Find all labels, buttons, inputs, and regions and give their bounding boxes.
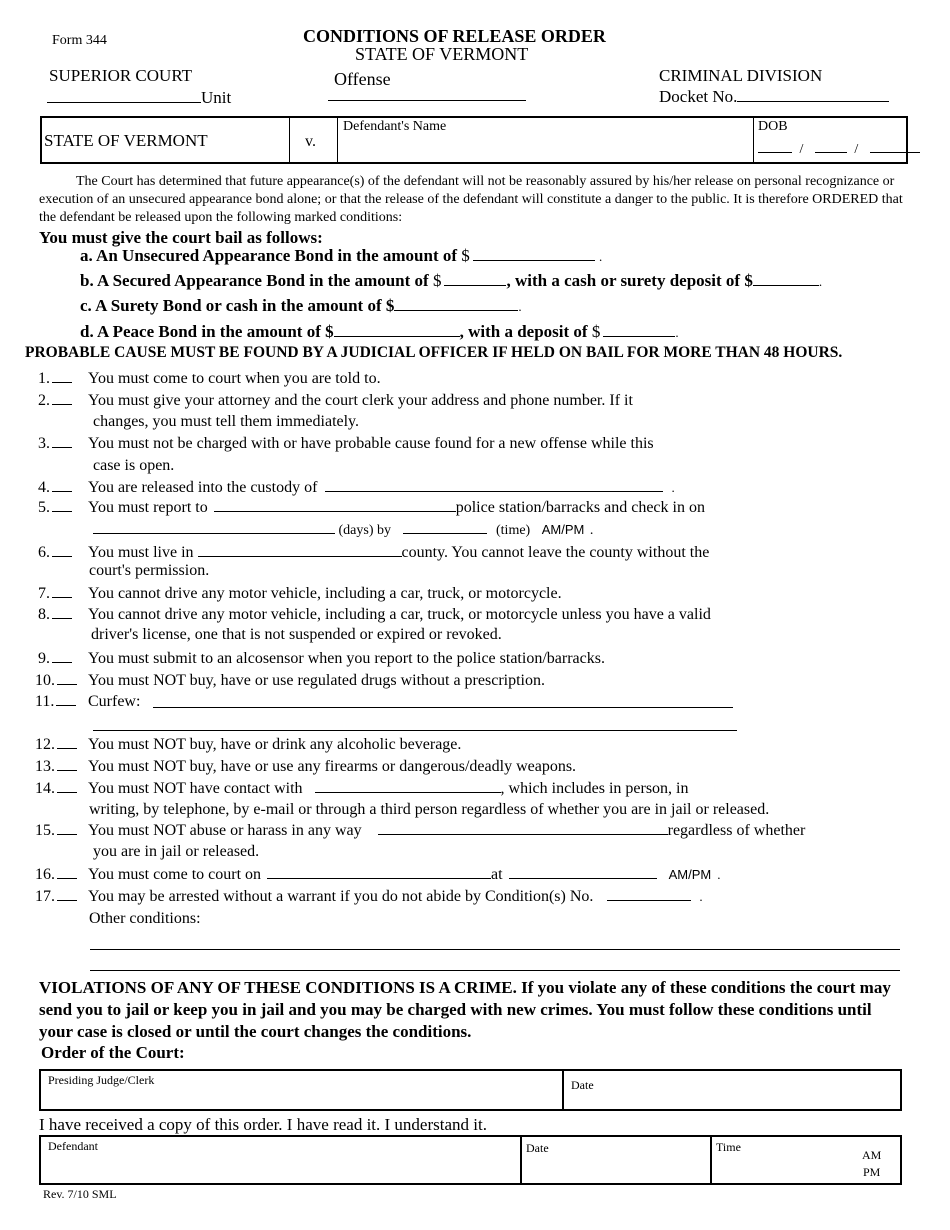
condition-text: You may be arrested without a warrant if you do not abide by Condition(s) No.	[88, 888, 594, 905]
condition-5-continued	[93, 521, 593, 539]
condition-text: You must NOT have contact with	[88, 780, 303, 797]
period: .	[589, 523, 594, 538]
condition-8	[38, 606, 711, 624]
condition-16-checkbox[interactable]	[57, 866, 77, 879]
period: .	[699, 889, 703, 904]
bail-a-text: a. An Unsecured Appearance Bond in the amount of	[80, 246, 458, 265]
condition-4-checkbox[interactable]	[52, 479, 72, 492]
condition-15	[35, 822, 805, 840]
dob-year-line[interactable]	[870, 140, 920, 153]
condition-text: Curfew:	[88, 693, 141, 710]
condition-text: , which includes in person, in	[500, 780, 689, 797]
condition-6	[38, 544, 709, 562]
probable-cause-notice: PROBABLE CAUSE MUST BE FOUND BY A JUDICIAL OFFICER IF HELD ON BAIL FOR MORE THAN 48 HOURS.	[25, 344, 843, 361]
plaintiff-cell	[42, 118, 290, 162]
acknowledgement-text: I have received a copy of this order. I have read it. I understand it.	[39, 1115, 487, 1134]
docket-input-line[interactable]	[737, 89, 889, 102]
custody-of-line[interactable]	[325, 479, 663, 492]
unit-field	[47, 88, 231, 108]
condition-text: You must come to court when you are told to.	[88, 370, 381, 387]
condition-5	[38, 499, 705, 517]
condition-15-checkbox[interactable]	[57, 822, 77, 835]
acknowledgement-date-cell[interactable]	[522, 1137, 712, 1183]
condition-5-checkbox[interactable]	[52, 499, 72, 512]
offense-input-line[interactable]	[328, 100, 526, 101]
condition-8-checkbox[interactable]	[52, 606, 72, 619]
condition-17	[35, 888, 703, 906]
unit-label: Unit	[201, 88, 232, 107]
dob-fields	[758, 140, 920, 158]
condition-7	[38, 585, 562, 603]
at-label: at	[491, 866, 503, 883]
secured-deposit-line[interactable]	[753, 273, 819, 286]
court-name: SUPERIOR COURT	[49, 66, 193, 85]
condition-number: 17.	[35, 888, 55, 905]
peace-bond-deposit-line[interactable]	[603, 324, 675, 337]
period: .	[717, 867, 721, 882]
unit-input-line[interactable]	[47, 90, 201, 103]
condition-number: 3.	[38, 435, 50, 452]
bail-d-mid: , with a deposit of	[459, 322, 588, 341]
period: .	[818, 274, 823, 289]
order-signature-box	[39, 1069, 902, 1111]
condition-6-checkbox[interactable]	[52, 544, 72, 557]
days-label: (days) by	[338, 523, 391, 538]
dob-month-line[interactable]	[758, 140, 792, 153]
condition-4	[38, 479, 675, 497]
condition-text: regardless of whether	[667, 822, 806, 839]
condition-number: 14.	[35, 780, 55, 797]
docket-label: Docket No.	[659, 87, 738, 106]
defendant-signature-cell[interactable]	[41, 1137, 522, 1183]
condition-14-continued: writing, by telephone, by e-mail or through a third person regardless of whether you are in jail or released.	[89, 801, 770, 818]
condition-text: You cannot drive any motor vehicle, including a car, truck, or motorcycle.	[88, 585, 562, 602]
court-date-line[interactable]	[267, 866, 491, 879]
defendant-name-cell[interactable]	[338, 118, 754, 162]
pm-option[interactable]: PM	[863, 1165, 881, 1179]
condition-number: 6.	[38, 544, 50, 561]
condition-text: You must NOT buy, have or use regulated drugs without a prescription.	[88, 672, 545, 689]
condition-10-checkbox[interactable]	[57, 672, 77, 685]
period: .	[671, 480, 675, 495]
presiding-judge-label: Presiding Judge/Clerk	[48, 1073, 155, 1087]
unsecured-amount-line[interactable]	[473, 248, 595, 261]
dob-day-line[interactable]	[815, 140, 847, 153]
condition-12	[35, 736, 461, 754]
condition-number: 7.	[38, 585, 50, 602]
condition-15-continued: you are in jail or released.	[93, 843, 260, 860]
surety-amount-line[interactable]	[394, 298, 518, 311]
condition-number: 1.	[38, 370, 50, 387]
condition-text: You must submit to an alcosensor when you report to the police station/barracks.	[88, 650, 605, 667]
condition-3	[38, 435, 654, 453]
defendant-name-label: Defendant's Name	[343, 119, 447, 134]
check-in-days-line[interactable]	[93, 521, 335, 534]
acknowledgement-time-cell[interactable]	[712, 1137, 900, 1183]
order-heading: Order of the Court:	[41, 1043, 185, 1062]
condition-number: 11.	[35, 693, 55, 710]
bail-d-text: d. A Peace Bond in the amount of $	[80, 322, 334, 341]
condition-13	[35, 758, 576, 776]
bail-b-text: b. A Secured Appearance Bond in the amount of	[80, 271, 429, 290]
no-contact-line[interactable]	[315, 780, 501, 793]
order-date-label: Date	[571, 1078, 594, 1092]
form-title: CONDITIONS OF RELEASE ORDER	[303, 26, 606, 46]
caption-box	[40, 116, 908, 164]
presiding-judge-cell[interactable]	[41, 1071, 564, 1109]
docket-field	[659, 87, 889, 107]
offense-label: Offense	[334, 69, 391, 89]
dob-label: DOB	[758, 119, 788, 134]
am-option[interactable]: AM	[862, 1148, 882, 1162]
condition-2-checkbox[interactable]	[52, 392, 72, 405]
dob-cell[interactable]	[754, 118, 906, 162]
condition-number: 10.	[35, 672, 55, 689]
bail-b-mid: , with a cash or surety deposit of $	[506, 271, 753, 290]
condition-2-continued: changes, you must tell them immediately.	[93, 413, 360, 430]
condition-2	[38, 392, 633, 410]
condition-11-checkbox[interactable]	[56, 693, 76, 706]
county-line[interactable]	[198, 544, 402, 557]
condition-number: 9.	[38, 650, 50, 667]
period: .	[675, 325, 679, 340]
versus-text: v.	[305, 133, 316, 150]
condition-number: 4.	[38, 479, 50, 496]
other-conditions-line-2[interactable]	[90, 970, 900, 971]
bail-option-d	[80, 322, 679, 342]
condition-text: You must NOT abuse or harass in any way	[88, 822, 362, 839]
condition-number: 16.	[35, 866, 55, 883]
violations-warning: VIOLATIONS OF ANY OF THESE CONDITIONS IS A CRIME. If you violate any of these conditions the court may send you to jail or keep you in jail and you may be charged with new crimes. You must follow these conditions until your case is closed or until the court changes the conditions.	[39, 978, 891, 1041]
dollar-sign: $	[591, 322, 601, 341]
condition-text: You must live in	[88, 544, 194, 561]
secured-amount-line[interactable]	[444, 273, 506, 286]
condition-14	[35, 780, 688, 798]
condition-number-line[interactable]	[607, 888, 691, 901]
order-date-cell[interactable]	[564, 1071, 900, 1109]
acknowledgement-box	[39, 1135, 902, 1185]
condition-1-checkbox[interactable]	[52, 370, 72, 383]
bail-option-b	[80, 271, 822, 291]
curfew-line-1[interactable]	[153, 707, 733, 708]
condition-number: 12.	[35, 736, 55, 753]
condition-text: You are released into the custody of	[88, 479, 318, 496]
ampm-label: AM/PM	[668, 867, 712, 882]
dollar-sign: $	[461, 246, 470, 265]
versus-cell	[290, 118, 338, 162]
condition-14-checkbox[interactable]	[57, 780, 77, 793]
condition-number: 15.	[35, 822, 55, 839]
condition-number: 8.	[38, 606, 50, 623]
form-number: Form 344	[52, 33, 107, 48]
acknowledgement-time-label: Time	[716, 1140, 741, 1154]
condition-7-checkbox[interactable]	[52, 585, 72, 598]
dollar-sign: $	[432, 271, 442, 290]
condition-number: 2.	[38, 392, 50, 409]
period: .	[518, 299, 522, 314]
condition-text: You must NOT buy, have or use any firearms or dangerous/deadly weapons.	[88, 758, 577, 775]
bail-heading: You must give the court bail as follows:	[39, 228, 323, 247]
condition-8-continued: driver's license, one that is not suspended or expired or revoked.	[91, 626, 502, 643]
condition-9-checkbox[interactable]	[52, 650, 72, 663]
bail-c-text: c. A Surety Bond or cash in the amount of $	[80, 296, 395, 315]
other-conditions-line-1[interactable]	[90, 949, 900, 950]
intro-paragraph: The Court has determined that future appearance(s) of the defendant will not be reasonably assured by his/her release on personal recognizance or execution of an unsecured appearance bond alone; or that the release of the defendant will constitute a danger to the public. It is therefore ORDERED that the defendant be released upon the following marked conditions:	[39, 174, 903, 225]
division-name: CRIMINAL DIVISION	[659, 66, 823, 85]
condition-text: You must report to	[88, 499, 208, 516]
condition-1	[38, 370, 381, 388]
curfew-line-2[interactable]	[93, 730, 737, 731]
condition-10	[35, 672, 545, 690]
condition-16	[35, 866, 720, 884]
dob-separator: /	[799, 142, 804, 157]
report-to-line[interactable]	[214, 499, 456, 512]
condition-text: You must NOT buy, have or drink any alcoholic beverage.	[88, 736, 462, 753]
defendant-signature-label: Defendant	[48, 1139, 98, 1153]
bail-option-c	[80, 296, 522, 316]
time-label: (time)	[496, 523, 531, 538]
period: .	[599, 249, 603, 264]
condition-12-checkbox[interactable]	[57, 736, 77, 749]
bail-option-a	[80, 246, 602, 266]
court-time-line[interactable]	[509, 866, 657, 879]
condition-3-continued: case is open.	[93, 457, 175, 474]
acknowledgement-date-label: Date	[526, 1141, 549, 1155]
condition-11	[35, 693, 140, 711]
dob-separator: /	[854, 142, 859, 157]
condition-text: police station/barracks and check in on	[455, 499, 705, 516]
condition-3-checkbox[interactable]	[52, 435, 72, 448]
revision-footer: Rev. 7/10 SML	[43, 1187, 117, 1201]
condition-9	[38, 650, 605, 668]
condition-text: county. You cannot leave the county without the	[401, 544, 710, 561]
condition-13-checkbox[interactable]	[57, 758, 77, 771]
peace-bond-amount-line[interactable]	[334, 324, 460, 337]
other-conditions-label: Other conditions:	[89, 910, 201, 927]
plaintiff-name: STATE OF VERMONT	[44, 131, 208, 150]
condition-6-continued: court's permission.	[89, 562, 210, 579]
no-harass-line[interactable]	[378, 822, 668, 835]
condition-text: You must not be charged with or have probable cause found for a new offense while this	[88, 435, 654, 452]
condition-text: You cannot drive any motor vehicle, including a car, truck, or motorcycle unless you have a valid	[88, 606, 711, 623]
ampm-label: AM/PM	[541, 522, 585, 537]
condition-number: 13.	[35, 758, 55, 775]
condition-17-checkbox[interactable]	[57, 888, 77, 901]
condition-text: You must come to court on	[88, 866, 262, 883]
condition-number: 5.	[38, 499, 50, 516]
condition-text: You must give your attorney and the court clerk your address and phone number. If it	[88, 392, 633, 409]
form-subtitle: STATE OF VERMONT	[355, 44, 529, 64]
check-in-time-line[interactable]	[403, 521, 487, 534]
